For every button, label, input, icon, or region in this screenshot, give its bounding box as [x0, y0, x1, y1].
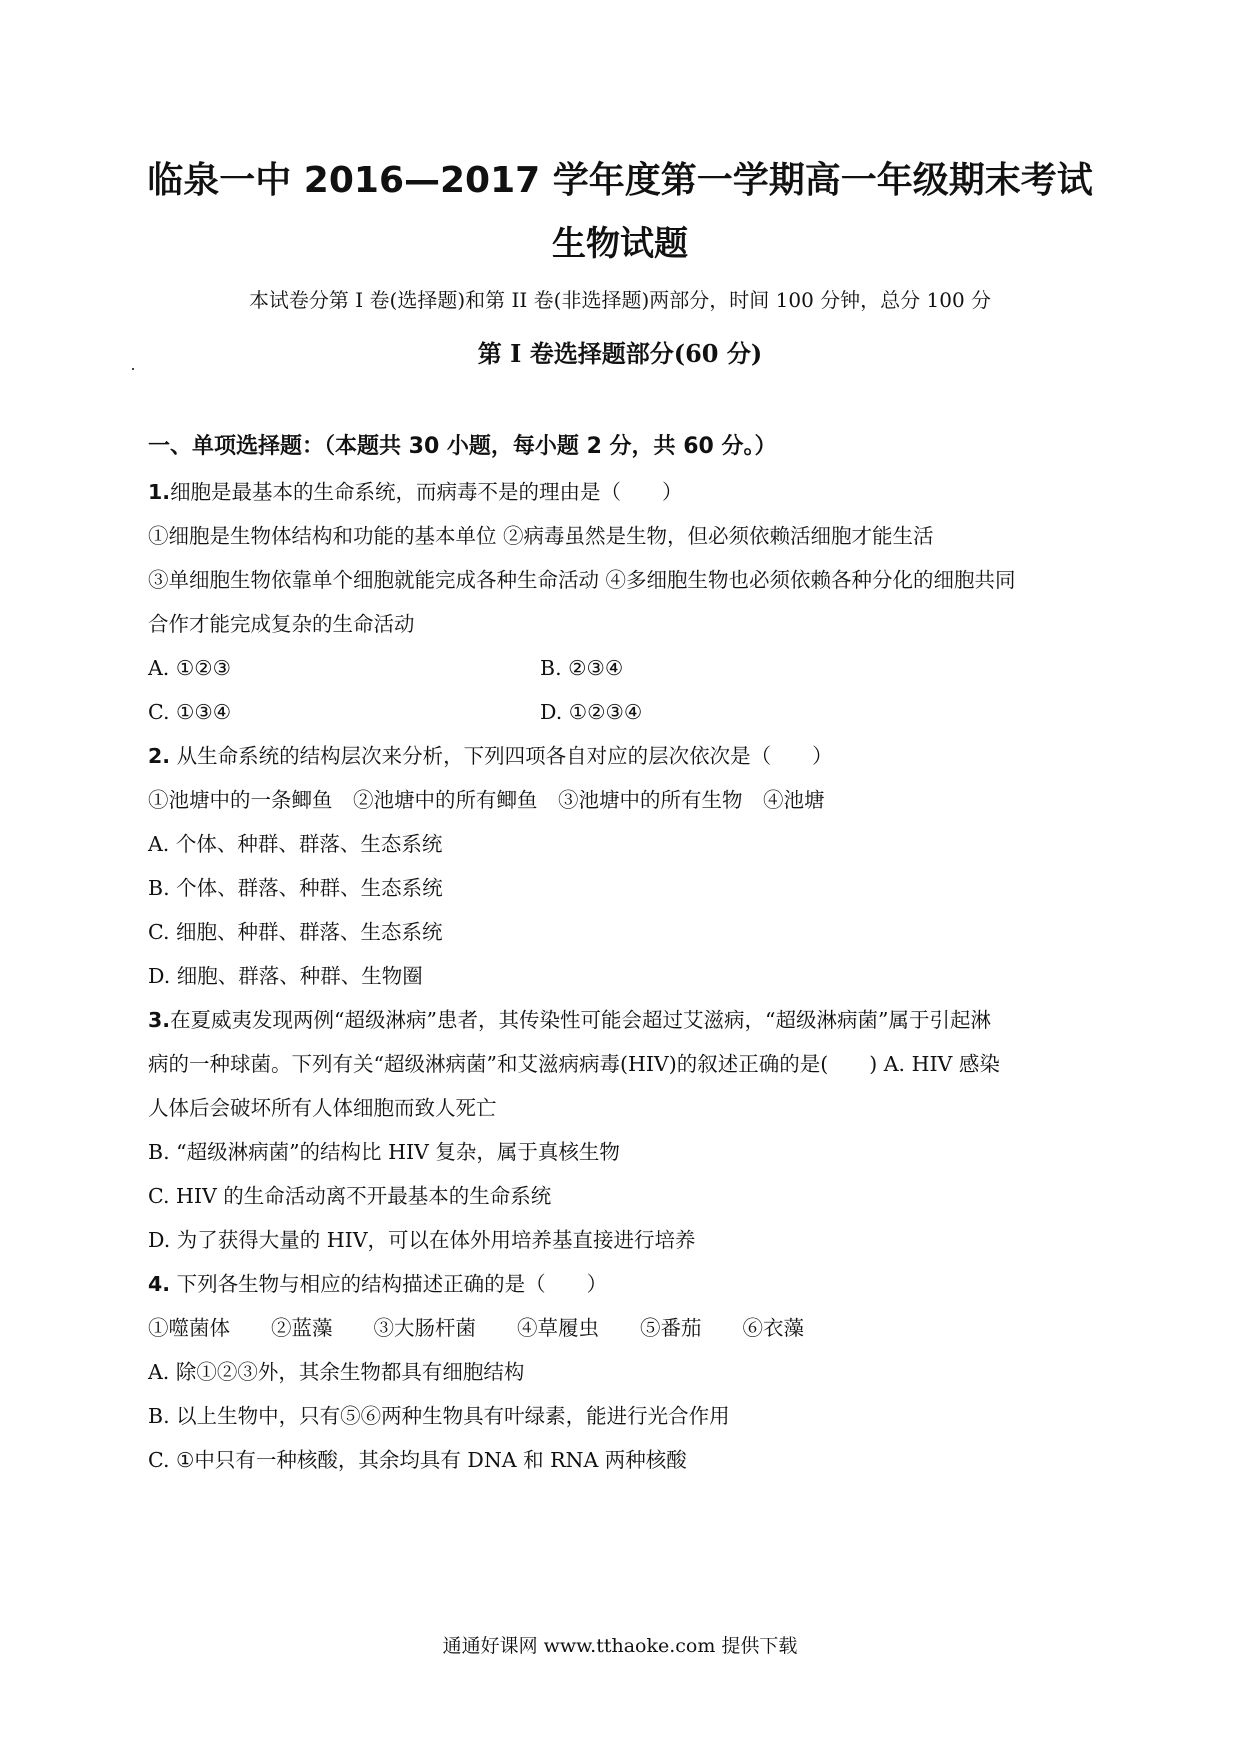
question-4-option-c: C. ①中只有一种核酸，其余均具有 DNA 和 RNA 两种核酸 [148, 1448, 687, 1472]
question-4-statement: ①噬菌体 ②蓝藻 ③大肠杆菌 ④草履虫 ⑤番茄 ⑥衣藻 [148, 1316, 804, 1340]
question-1-statement: ①细胞是生物体结构和功能的基本单位 ②病毒虽然是生物，但必须依赖活细胞才能生活 [148, 524, 934, 548]
question-3-option-d: D. 为了获得大量的 HIV，可以在体外用培养基直接进行培养 [148, 1228, 696, 1252]
question-1-option-c: C. ①③④ [148, 700, 232, 724]
question-text: 细胞是最基本的生命系统，而病毒不是的理由是（ ） [170, 480, 683, 504]
question-number: 4. [148, 1272, 171, 1296]
question-3-option-c: C. HIV 的生命活动离不开最基本的生命系统 [148, 1184, 552, 1208]
question-2-option-d: D. 细胞、群落、种群、生物圈 [148, 964, 423, 988]
question-2-option-c: C. 细胞、种群、群落、生态系统 [148, 920, 443, 944]
question-2-statement: ①池塘中的一条鲫鱼 ②池塘中的所有鲫鱼 ③池塘中的所有生物 ④池塘 [148, 788, 825, 812]
scan-speck [132, 368, 134, 370]
question-1-option-d: D. ①②③④ [540, 700, 643, 724]
question-4-stem [148, 1269, 607, 1299]
question-text: 在夏威夷发现两例“超级淋病”患者，其传染性可能会超过艾滋病，“超级淋病菌”属于引起淋 [170, 1008, 991, 1032]
question-3-option-b: B. “超级淋病菌”的结构比 HIV 复杂，属于真核生物 [148, 1140, 620, 1164]
question-1-statement: ③单细胞生物依靠单个细胞就能完成各种生命活动 ④多细胞生物也必须依赖各种分化的细胞共同 [148, 568, 1016, 592]
question-number: 1. [148, 480, 171, 504]
question-4-option-b: B. 以上生物中，只有⑤⑥两种生物具有叶绿素，能进行光合作用 [148, 1404, 730, 1428]
question-1-stem [148, 477, 683, 507]
question-2-option-b: B. 个体、群落、种群、生态系统 [148, 876, 443, 900]
exam-intro: 本试卷分第 I 卷(选择题)和第 II 卷(非选择题)两部分，时间 100 分钟，总分 100 分 [248, 288, 992, 312]
question-1-option-a: A. ①②③ [148, 656, 231, 680]
question-text: 下列各生物与相应的结构描述正确的是（ ） [170, 1272, 608, 1296]
part-title: 第 I 卷选择题部分(60 分) [477, 339, 763, 368]
question-3-stem [148, 1005, 991, 1035]
exam-subtitle: 生物试题 [552, 224, 688, 264]
question-number: 2. [148, 744, 171, 768]
question-number: 3. [148, 1008, 171, 1032]
page-footer: 通通好课网 www.tthaoke.com 提供下载 [442, 1635, 798, 1657]
exam-title: 临泉一中 2016—2017 学年度第一学期高一年级期末考试 [147, 160, 1093, 201]
question-1-statement: 合作才能完成复杂的生命活动 [148, 612, 415, 636]
question-2-option-a: A. 个体、种群、群落、生态系统 [148, 832, 443, 856]
question-text: 从生命系统的结构层次来分析，下列四项各自对应的层次依次是（ ） [170, 744, 833, 768]
question-4-option-a: A. 除①②③外，其余生物都具有细胞结构 [148, 1360, 525, 1384]
question-2-stem [148, 741, 833, 771]
section-heading: 一、单项选择题：（本题共 30 小题，每小题 2 分，共 60 分。） [148, 434, 777, 459]
question-3-statement: 病的一种球菌。下列有关“超级淋病菌”和艾滋病病毒(HIV)的叙述正确的是( ) A. HIV 感染 [148, 1052, 1000, 1076]
question-3-statement: 人体后会破坏所有人体细胞而致人死亡 [148, 1096, 497, 1120]
question-1-option-b: B. ②③④ [540, 656, 624, 680]
